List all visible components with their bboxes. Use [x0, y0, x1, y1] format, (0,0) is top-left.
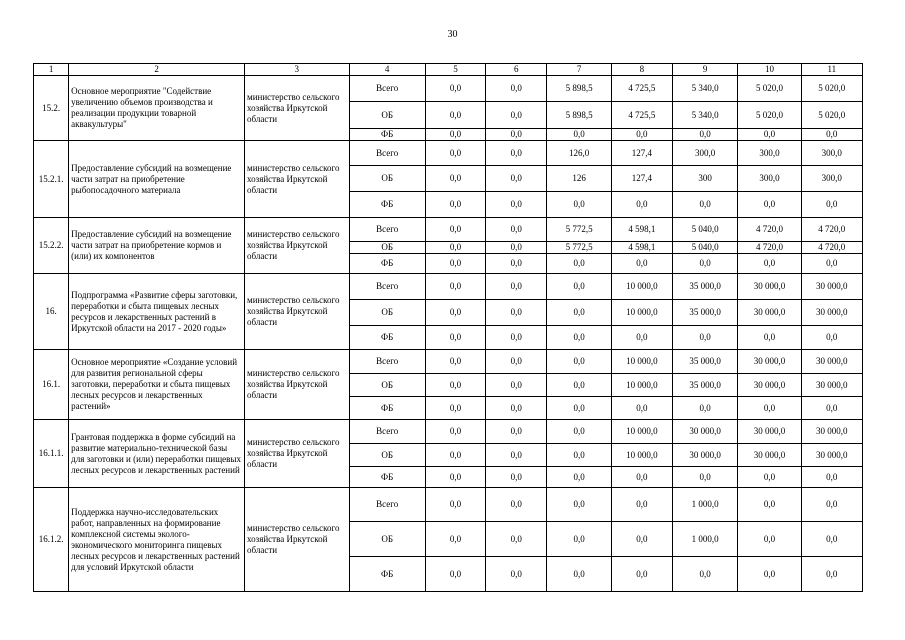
value-cell: 5 340,0: [673, 102, 738, 129]
value-cell: 4 598,1: [611, 218, 672, 242]
table-row: [34, 218, 863, 242]
value-cell: 30 000,0: [801, 300, 862, 326]
value-cell: 10 000,0: [611, 444, 672, 467]
value-cell: 0,0: [738, 522, 801, 557]
value-cell: 5 040,0: [673, 242, 738, 254]
value-cell: 5 020,0: [738, 102, 801, 129]
value-cell: 30 000,0: [738, 300, 801, 326]
funding-source: Всего: [349, 218, 425, 242]
value-cell: 0,0: [486, 141, 547, 166]
row-code: 16.: [34, 274, 69, 350]
value-cell: 0,0: [611, 129, 672, 141]
row-executor: министерство сельского хозяйства Иркутской области: [245, 141, 350, 218]
column-number: 8: [611, 64, 672, 76]
row-code: 15.2.1.: [34, 141, 69, 218]
row-executor: министерство сельского хозяйства Иркутской области: [245, 274, 350, 350]
value-cell: 0,0: [547, 488, 611, 522]
funding-source: ФБ: [349, 326, 425, 350]
value-cell: 4 720,0: [801, 218, 862, 242]
column-number: 3: [245, 64, 350, 76]
value-cell: 0,0: [486, 76, 547, 102]
row-name: Подпрограмма «Развитие сферы заготовки, переработки и сбыта пищевых лесных ресурсов и лекарственных растений в Иркутской области на 2017 - 2020 годы»: [69, 274, 245, 350]
value-cell: 0,0: [547, 274, 611, 300]
value-cell: 0,0: [486, 397, 547, 420]
value-cell: 0,0: [611, 397, 672, 420]
value-cell: 0,0: [673, 254, 738, 274]
row-name: Грантовая поддержка в форме субсидий на развитие материально-технической базы для заготовки и (или) переработки пищевых лесных ресурсов и лекарственных растений: [69, 420, 245, 488]
row-name: Предоставление субсидий на возмещение части затрат на приобретение рыбопосадочного материала: [69, 141, 245, 218]
value-cell: 30 000,0: [738, 420, 801, 444]
value-cell: 10 000,0: [611, 374, 672, 397]
value-cell: 0,0: [738, 397, 801, 420]
value-cell: 5 040,0: [673, 218, 738, 242]
value-cell: 0,0: [801, 397, 862, 420]
value-cell: 10 000,0: [611, 420, 672, 444]
funding-source: ФБ: [349, 467, 425, 488]
row-executor: министерство сельского хозяйства Иркутской области: [245, 488, 350, 592]
value-cell: 30 000,0: [738, 350, 801, 374]
value-cell: 0,0: [547, 350, 611, 374]
value-cell: 10 000,0: [611, 274, 672, 300]
table-row: [34, 76, 863, 102]
funding-source: ОБ: [349, 374, 425, 397]
value-cell: 35 000,0: [673, 374, 738, 397]
column-number: 5: [425, 64, 485, 76]
row-code: 15.2.2.: [34, 218, 69, 274]
value-cell: 10 000,0: [611, 300, 672, 326]
value-cell: 0,0: [673, 192, 738, 218]
value-cell: 0,0: [547, 557, 611, 592]
value-cell: 5 020,0: [801, 76, 862, 102]
value-cell: 0,0: [486, 254, 547, 274]
value-cell: 0,0: [425, 141, 485, 166]
row-code: 16.1.: [34, 350, 69, 420]
value-cell: 0,0: [486, 488, 547, 522]
row-executor: министерство сельского хозяйства Иркутской области: [245, 218, 350, 274]
value-cell: 30 000,0: [801, 374, 862, 397]
value-cell: 4 725,5: [611, 102, 672, 129]
row-code: 16.1.2.: [34, 488, 69, 592]
value-cell: 0,0: [486, 300, 547, 326]
funding-source: ОБ: [349, 102, 425, 129]
funding-source: ОБ: [349, 242, 425, 254]
value-cell: 0,0: [425, 254, 485, 274]
table-row: [34, 420, 863, 444]
value-cell: 0,0: [425, 326, 485, 350]
value-cell: 0,0: [611, 254, 672, 274]
value-cell: 30 000,0: [738, 444, 801, 467]
funding-source: ФБ: [349, 192, 425, 218]
value-cell: 0,0: [801, 522, 862, 557]
row-name: Основное мероприятие "Содействие увеличению объемов производства и реализации продукции товарной аквакультуры": [69, 76, 245, 141]
value-cell: 0,0: [425, 374, 485, 397]
value-cell: 0,0: [801, 129, 862, 141]
value-cell: 30 000,0: [738, 374, 801, 397]
value-cell: 0,0: [486, 192, 547, 218]
value-cell: 0,0: [547, 374, 611, 397]
value-cell: 0,0: [611, 326, 672, 350]
value-cell: 5 772,5: [547, 242, 611, 254]
value-cell: 30 000,0: [738, 274, 801, 300]
value-cell: 0,0: [673, 129, 738, 141]
value-cell: 0,0: [547, 192, 611, 218]
value-cell: 4 720,0: [801, 242, 862, 254]
value-cell: 0,0: [425, 444, 485, 467]
value-cell: 0,0: [738, 129, 801, 141]
table-row: [34, 274, 863, 300]
value-cell: 0,0: [486, 374, 547, 397]
table-row: [34, 141, 863, 166]
value-cell: 35 000,0: [673, 350, 738, 374]
funding-source: ФБ: [349, 129, 425, 141]
row-executor: министерство сельского хозяйства Иркутской области: [245, 76, 350, 141]
value-cell: 4 720,0: [738, 218, 801, 242]
column-number: 7: [547, 64, 611, 76]
row-code: 15.2.: [34, 76, 69, 141]
value-cell: 10 000,0: [611, 350, 672, 374]
column-number: 9: [673, 64, 738, 76]
value-cell: 0,0: [547, 467, 611, 488]
value-cell: 0,0: [425, 557, 485, 592]
value-cell: 0,0: [801, 254, 862, 274]
value-cell: 5 898,5: [547, 76, 611, 102]
funding-source: Всего: [349, 141, 425, 166]
value-cell: 0,0: [611, 522, 672, 557]
value-cell: 300,0: [738, 141, 801, 166]
value-cell: 126: [547, 166, 611, 192]
value-cell: 0,0: [547, 129, 611, 141]
value-cell: 5 772,5: [547, 218, 611, 242]
funding-source: ОБ: [349, 444, 425, 467]
funding-source: Всего: [349, 350, 425, 374]
value-cell: 0,0: [547, 522, 611, 557]
value-cell: 0,0: [547, 300, 611, 326]
funding-source: ОБ: [349, 300, 425, 326]
value-cell: 0,0: [738, 192, 801, 218]
table-body: [34, 64, 863, 592]
value-cell: 0,0: [486, 557, 547, 592]
value-cell: 0,0: [547, 444, 611, 467]
value-cell: 0,0: [611, 557, 672, 592]
value-cell: 0,0: [801, 192, 862, 218]
funding-source: ФБ: [349, 397, 425, 420]
value-cell: 0,0: [738, 557, 801, 592]
column-number: 4: [349, 64, 425, 76]
value-cell: 126,0: [547, 141, 611, 166]
column-number: 10: [738, 64, 801, 76]
value-cell: 35 000,0: [673, 300, 738, 326]
row-executor: министерство сельского хозяйства Иркутской области: [245, 420, 350, 488]
value-cell: 35 000,0: [673, 274, 738, 300]
value-cell: 0,0: [801, 467, 862, 488]
value-cell: 0,0: [738, 467, 801, 488]
column-number: 2: [69, 64, 245, 76]
funding-source: Всего: [349, 274, 425, 300]
row-code: 16.1.1.: [34, 420, 69, 488]
value-cell: 5 340,0: [673, 76, 738, 102]
value-cell: 0,0: [486, 522, 547, 557]
value-cell: 0,0: [673, 326, 738, 350]
value-cell: 300,0: [801, 166, 862, 192]
value-cell: 0,0: [425, 397, 485, 420]
value-cell: 0,0: [673, 397, 738, 420]
value-cell: 0,0: [738, 254, 801, 274]
table-row: [34, 488, 863, 522]
value-cell: 0,0: [425, 350, 485, 374]
value-cell: 0,0: [486, 218, 547, 242]
value-cell: 0,0: [486, 444, 547, 467]
funding-source: Всего: [349, 420, 425, 444]
value-cell: 0,0: [547, 420, 611, 444]
value-cell: 127,4: [611, 166, 672, 192]
value-cell: 0,0: [486, 242, 547, 254]
value-cell: 0,0: [547, 326, 611, 350]
value-cell: 0,0: [738, 488, 801, 522]
value-cell: 0,0: [486, 129, 547, 141]
value-cell: 127,4: [611, 141, 672, 166]
value-cell: 0,0: [425, 522, 485, 557]
column-number: 1: [34, 64, 69, 76]
value-cell: 4 720,0: [738, 242, 801, 254]
value-cell: 4 598,1: [611, 242, 672, 254]
value-cell: 0,0: [801, 557, 862, 592]
value-cell: 0,0: [486, 274, 547, 300]
value-cell: 30 000,0: [673, 444, 738, 467]
value-cell: 0,0: [425, 218, 485, 242]
row-name: Поддержка научно-исследовательских работ, направленных на формирование комплексной системы эколого-экономического мониторинга пищевых лесных ресурсов и лекарственных растений для условий Иркутской области: [69, 488, 245, 592]
row-name: Предоставление субсидий на возмещение части затрат на приобретение кормов и (или) их компонентов: [69, 218, 245, 274]
value-cell: 300,0: [801, 141, 862, 166]
value-cell: 0,0: [611, 467, 672, 488]
value-cell: 0,0: [425, 274, 485, 300]
value-cell: 0,0: [425, 129, 485, 141]
column-number: 11: [801, 64, 862, 76]
value-cell: 300,0: [738, 166, 801, 192]
value-cell: 0,0: [801, 326, 862, 350]
value-cell: 0,0: [673, 467, 738, 488]
row-name: Основное мероприятие «Создание условий для развития региональной сферы заготовки, переработки и сбыта пищевых лесных ресурсов и лекарственных растений»: [69, 350, 245, 420]
funding-source: ФБ: [349, 254, 425, 274]
funding-source: Всего: [349, 488, 425, 522]
value-cell: 30 000,0: [801, 420, 862, 444]
value-cell: 5 020,0: [738, 76, 801, 102]
value-cell: 0,0: [425, 420, 485, 444]
value-cell: 1 000,0: [673, 488, 738, 522]
value-cell: 30 000,0: [801, 274, 862, 300]
value-cell: 0,0: [738, 326, 801, 350]
column-number: 6: [486, 64, 547, 76]
value-cell: 0,0: [547, 397, 611, 420]
value-cell: 5 898,5: [547, 102, 611, 129]
value-cell: 0,0: [425, 467, 485, 488]
value-cell: 0,0: [547, 254, 611, 274]
value-cell: 0,0: [425, 488, 485, 522]
column-number-row: [34, 64, 863, 76]
value-cell: 0,0: [425, 242, 485, 254]
value-cell: 0,0: [801, 488, 862, 522]
value-cell: 1 000,0: [673, 522, 738, 557]
value-cell: 0,0: [425, 76, 485, 102]
value-cell: 0,0: [425, 300, 485, 326]
budget-table: [33, 63, 863, 592]
value-cell: 0,0: [486, 420, 547, 444]
funding-source: ОБ: [349, 522, 425, 557]
value-cell: 300: [673, 166, 738, 192]
value-cell: 0,0: [611, 488, 672, 522]
value-cell: 0,0: [486, 102, 547, 129]
value-cell: 0,0: [486, 326, 547, 350]
value-cell: 30 000,0: [673, 420, 738, 444]
value-cell: 0,0: [425, 166, 485, 192]
value-cell: 0,0: [486, 467, 547, 488]
value-cell: 5 020,0: [801, 102, 862, 129]
page-number: 30: [447, 29, 458, 40]
value-cell: 300,0: [673, 141, 738, 166]
value-cell: 30 000,0: [801, 444, 862, 467]
value-cell: 4 725,5: [611, 76, 672, 102]
row-executor: министерство сельского хозяйства Иркутской области: [245, 350, 350, 420]
value-cell: 0,0: [611, 192, 672, 218]
funding-source: ФБ: [349, 557, 425, 592]
value-cell: 0,0: [425, 102, 485, 129]
value-cell: 0,0: [425, 192, 485, 218]
funding-source: ОБ: [349, 166, 425, 192]
value-cell: 0,0: [673, 557, 738, 592]
table-row: [34, 350, 863, 374]
value-cell: 0,0: [486, 166, 547, 192]
funding-source: Всего: [349, 76, 425, 102]
value-cell: 0,0: [486, 350, 547, 374]
value-cell: 30 000,0: [801, 350, 862, 374]
